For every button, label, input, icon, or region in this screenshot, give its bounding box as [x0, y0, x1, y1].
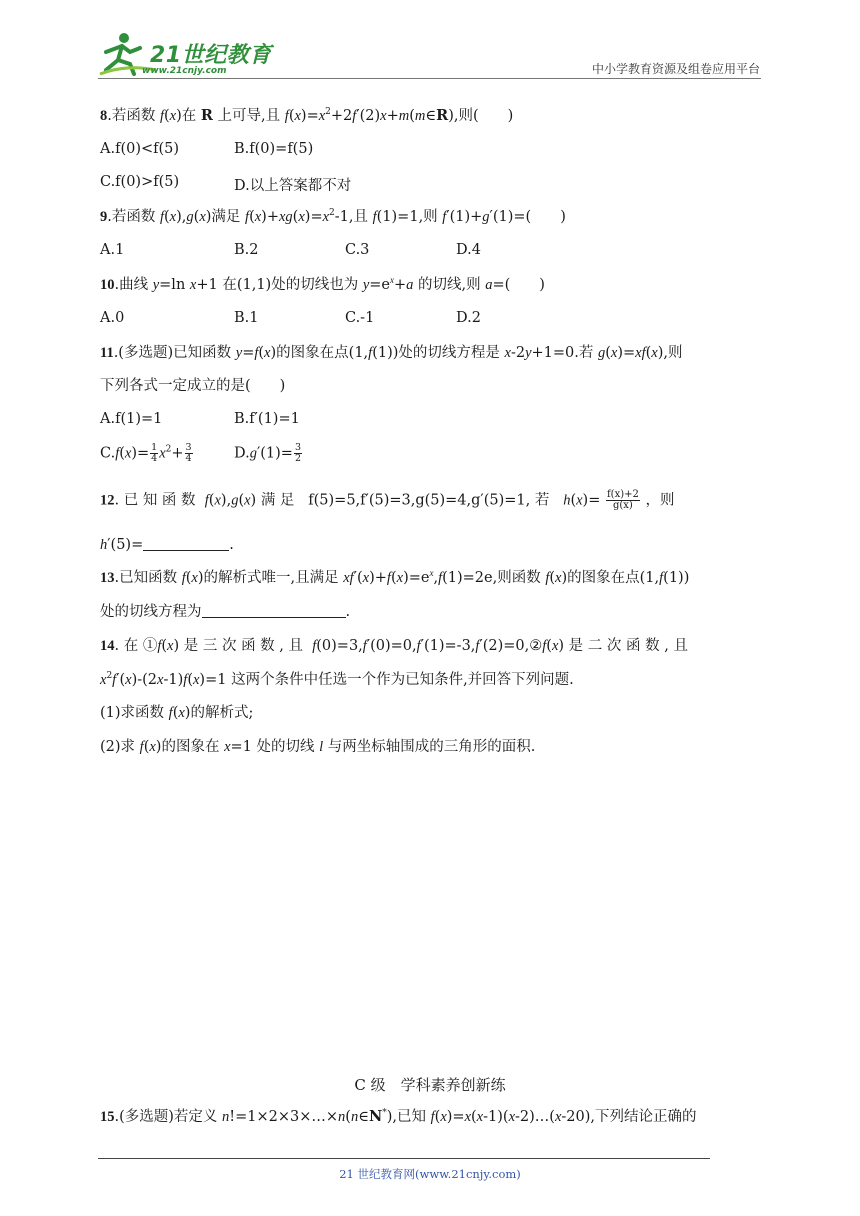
- q8-option-d: D.以上答案都不对: [234, 178, 352, 194]
- q11-option-a: A.f(1)=1: [100, 411, 163, 427]
- q10-option-a: A.0: [100, 310, 125, 326]
- question-14-part-2: (2)求 f(x)的图象在 x=1 处的切线 l 与两坐标轴围成的三角形的面积.: [100, 739, 536, 755]
- q13-answer-blank[interactable]: [202, 617, 346, 618]
- q9-option-a: A.1: [100, 242, 125, 258]
- logo-url: www.21cnjy.com: [142, 66, 227, 76]
- q9-option-c: C.3: [345, 242, 370, 258]
- logo-text: 21世纪教育: [150, 43, 272, 68]
- platform-label: 中小学教育资源及组卷应用平台: [591, 62, 760, 76]
- question-8: 8.若函数 f(x)在 R 上可导,且 $f(x)=x^2+2f'(2)x+m(m\in R)$,则( ): [100, 107, 514, 124]
- question-15: 15.(多选题)若定义 n!=1×2×3×…×n(n∈N*),已知 f(x)=x(x-1)(x-2)…(x-20),下列结论正确的: [100, 1108, 697, 1125]
- q11-option-b: B.f′(1)=1: [234, 411, 300, 427]
- q8-option-c: C.f(0)>f(5): [100, 174, 180, 190]
- question-14: 14. 在 ①f(x) 是 三 次 函 数 , 且 f(0)=3,f′(0)=0,f′(1)=-3,f′(2)=0,②f(x) 是 二 次 函 数 , 且: [100, 638, 688, 654]
- q11-option-d: D.g′(1)= $\frac{3}{2}$: [234, 442, 301, 464]
- question-10: 10.曲线 y=ln x+1 在(1,1)处的切线也为 $y=e^x+a$ 的切线,则 a=( ): [100, 275, 545, 293]
- section-title: C 级 学科素养创新练: [354, 1076, 506, 1094]
- q9-option-d: D.4: [456, 242, 481, 258]
- q12-answer-blank[interactable]: [143, 550, 229, 551]
- question-12-line2: h′(5)= .: [100, 537, 234, 553]
- q10-option-c: C.-1: [345, 310, 375, 326]
- question-11: 11.(多选题)已知函数 y=f(x)的图象在点(1,f(1))处的切线方程是 x-2y+1=0.若 g(x)=xf(x),则: [100, 345, 683, 361]
- q11-option-c: C.f(x)= $\frac{1}{4}$ $x^2+$ $\frac{3}{4}$: [100, 442, 192, 464]
- question-14-line2: $x^2f'(x)-(2x-1)f(x)=1$ 这两个条件中任选一个作为已知条件,并回答下列问题.: [100, 671, 574, 688]
- header-divider: [98, 78, 761, 79]
- question-11-line2: 下列各式一定成立的是( ): [100, 378, 286, 394]
- q8-option-b: B.f(0)=f(5): [234, 141, 314, 157]
- q10-option-b: B.1: [234, 310, 259, 326]
- question-13-line2: 处的切线方程为 .: [100, 604, 351, 620]
- footer-divider: [98, 1158, 710, 1159]
- q9-option-b: B.2: [234, 242, 259, 258]
- footer-text: 21 世纪教育网(www.21cnjy.com): [339, 1167, 521, 1181]
- question-9: 9.若函数 f(x),g(x)满足 $f(x)+xg(x)=x^2-1$,且 f(1)=1,则 f′(1)+g′(1)=( ): [100, 208, 566, 225]
- question-13: 13.已知函数 f(x)的解析式唯一,且满足 $xf'(x)+f(x)=e^x,f(1)=2e$,则函数 f(x)的图象在点(1,f(1)): [100, 568, 690, 586]
- q8-option-a: A.f(0)<f(5): [100, 141, 180, 157]
- question-12: 12. 已 知 函 数 f(x),g(x) 满 足 f(5)=5,f′(5)=3,g(5)=4,g′(5)=1, 若 h(x)= $\frac{f(x)+2}{g(x)}$ ，则: [100, 489, 675, 511]
- q10-option-d: D.2: [456, 310, 481, 326]
- question-14-part-1: (1)求函数 f(x)的解析式;: [100, 705, 254, 721]
